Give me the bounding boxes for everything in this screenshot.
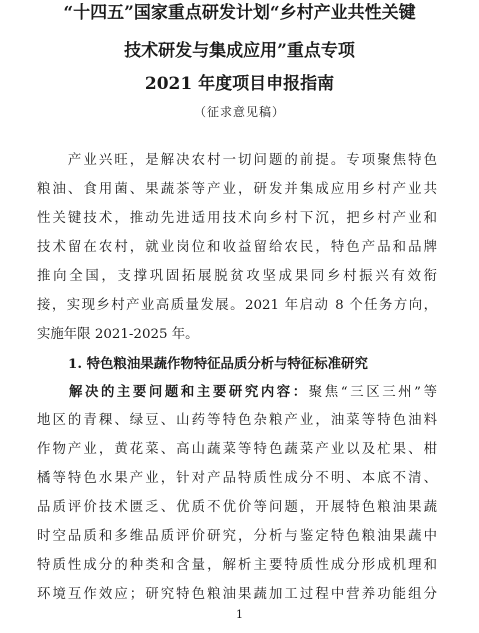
section-1-line: 作物产业，黄花菜、高山蔬菜等特色蔬菜产业以及杧果、柑 xyxy=(37,442,437,457)
document-subtitle: （征求意见稿） xyxy=(193,105,285,119)
section-1-first-line-rest: 聚焦“三区三州”等 xyxy=(308,385,437,400)
intro-line: 性关键技术，推动先进适用技术向乡村下沉，把乡村产业和 xyxy=(37,211,437,226)
intro-line: 实施年限 2021-2025 年。 xyxy=(37,327,199,342)
section-1-line: 环境互作效应；研究特色粮油果蔬加工过程中营养功能组分 xyxy=(37,587,437,602)
section-1-line: 地区的青稞、绿豆、山药等特色杂粮产业，油菜等特色油料 xyxy=(37,413,437,428)
section-1-line: 时空品质和多维品质评价研究，分析与鉴定特色粮油果蔬中 xyxy=(37,529,437,544)
document-title-line-2: 技术研发与集成应用”重点专项 xyxy=(124,41,355,61)
section-1-lead: 解决的主要问题和主要研究内容： xyxy=(37,384,309,400)
intro-line: 接，实现乡村产业高质量发展。2021 年启动 8 个任务方向， xyxy=(37,298,437,313)
section-1-line: 橘等特色水果产业，针对产品特质性成分不明、本底不清、 xyxy=(37,471,437,486)
intro-line: 产业兴旺，是解决农村一切问题的前提。专项聚焦特色 xyxy=(37,153,437,168)
section-1-first-line xyxy=(37,383,437,402)
section-1-line: 品质评价技术匮乏、优质不优价等问题，开展特色粮油果蔬 xyxy=(37,500,437,515)
intro-line: 推向全国，支撑巩固拓展脱贫攻坚成果同乡村振兴有效衔 xyxy=(37,269,437,284)
intro-line: 技术留在农村，就业岗位和收益留给农民，特色产品和品牌 xyxy=(37,240,437,255)
page-number: 1 xyxy=(236,608,243,621)
section-1-heading: 1. 特色粮油果蔬作物特征品质分析与特征标准研究 xyxy=(68,356,368,372)
document-title-line-1: “十四五”国家重点研发计划“乡村产业共性关键 xyxy=(63,3,416,23)
document-title-line-3: 2021 年度项目申报指南 xyxy=(144,74,335,94)
section-1-line: 特质性成分的种类和含量，解析主要特质性成分形成机理和 xyxy=(37,558,437,573)
intro-line: 粮油、食用菌、果蔬茶等产业，研发并集成应用乡村产业共 xyxy=(37,182,437,197)
